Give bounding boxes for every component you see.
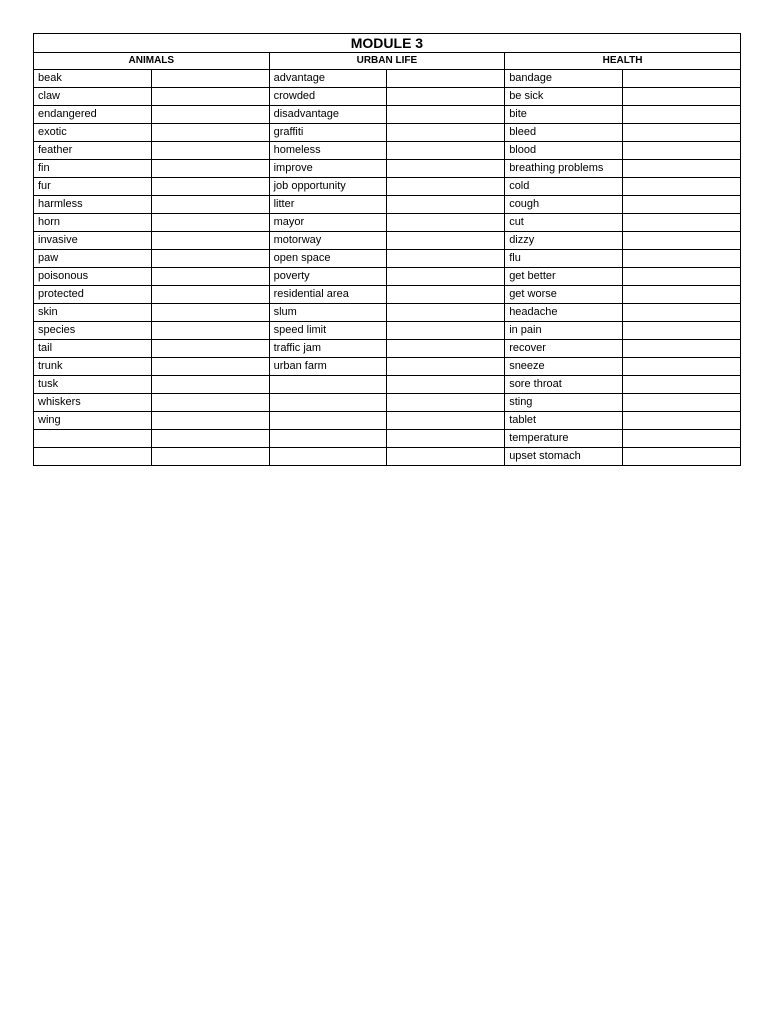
table-row [34,106,741,124]
answer-cell-animals[interactable] [151,340,269,358]
answer-cell-animals[interactable] [151,250,269,268]
word-cell-urban-life: homeless [269,142,387,160]
answer-cell-urban-life[interactable] [387,376,505,394]
answer-cell-health[interactable] [622,268,740,286]
word-cell-urban-life: slum [269,304,387,322]
answer-cell-health[interactable] [622,340,740,358]
table-row [34,340,741,358]
word-cell-health: cold [505,178,623,196]
answer-cell-urban-life[interactable] [387,124,505,142]
word-cell-urban-life: crowded [269,88,387,106]
answer-cell-urban-life[interactable] [387,412,505,430]
table-row [34,250,741,268]
word-cell-animals: protected [34,286,152,304]
table-row [34,142,741,160]
word-cell-urban-life: open space [269,250,387,268]
title-row [34,34,741,53]
word-cell-animals: claw [34,88,152,106]
word-cell-health: be sick [505,88,623,106]
answer-cell-urban-life[interactable] [387,268,505,286]
table-row [34,394,741,412]
word-cell-health: dizzy [505,232,623,250]
category-header-urban-life: URBAN LIFE [269,53,505,70]
word-cell-urban-life [269,448,387,466]
answer-cell-urban-life[interactable] [387,160,505,178]
answer-cell-animals[interactable] [151,160,269,178]
table-row [34,70,741,88]
word-cell-animals: whiskers [34,394,152,412]
answer-cell-urban-life[interactable] [387,196,505,214]
answer-cell-animals[interactable] [151,286,269,304]
word-cell-health: cough [505,196,623,214]
answer-cell-health[interactable] [622,376,740,394]
answer-cell-urban-life[interactable] [387,88,505,106]
word-cell-health: sore throat [505,376,623,394]
word-cell-urban-life: advantage [269,70,387,88]
word-cell-health: breathing problems [505,160,623,178]
word-cell-health: cut [505,214,623,232]
answer-cell-animals[interactable] [151,70,269,88]
word-cell-health: bandage [505,70,623,88]
category-header-health: HEALTH [505,53,741,70]
category-header-row [34,53,741,70]
category-header-animals: ANIMALS [34,53,270,70]
table-row [34,304,741,322]
answer-cell-health[interactable] [622,106,740,124]
vocabulary-table [33,33,741,466]
answer-cell-health[interactable] [622,250,740,268]
table-row [34,448,741,466]
answer-cell-urban-life[interactable] [387,448,505,466]
word-cell-health: flu [505,250,623,268]
table-row [34,124,741,142]
answer-cell-urban-life[interactable] [387,322,505,340]
word-cell-animals: poisonous [34,268,152,286]
word-cell-urban-life: disadvantage [269,106,387,124]
word-cell-animals: wing [34,412,152,430]
answer-cell-animals[interactable] [151,178,269,196]
word-cell-animals: invasive [34,232,152,250]
answer-cell-animals[interactable] [151,448,269,466]
word-cell-urban-life: litter [269,196,387,214]
word-cell-urban-life: urban farm [269,358,387,376]
word-cell-urban-life: improve [269,160,387,178]
table-row [34,412,741,430]
answer-cell-urban-life[interactable] [387,250,505,268]
answer-cell-health[interactable] [622,142,740,160]
word-cell-animals: horn [34,214,152,232]
word-cell-health: bleed [505,124,623,142]
word-cell-urban-life [269,376,387,394]
answer-cell-health[interactable] [622,160,740,178]
word-cell-urban-life: graffiti [269,124,387,142]
answer-cell-health[interactable] [622,232,740,250]
word-cell-animals: tail [34,340,152,358]
answer-cell-health[interactable] [622,88,740,106]
word-cell-urban-life: job opportunity [269,178,387,196]
table-row [34,232,741,250]
word-cell-animals: tusk [34,376,152,394]
answer-cell-urban-life[interactable] [387,70,505,88]
answer-cell-animals[interactable] [151,304,269,322]
table-row [34,214,741,232]
answer-cell-health[interactable] [622,394,740,412]
answer-cell-animals[interactable] [151,322,269,340]
answer-cell-animals[interactable] [151,142,269,160]
answer-cell-animals[interactable] [151,88,269,106]
word-cell-health: get better [505,268,623,286]
word-cell-urban-life [269,430,387,448]
answer-cell-animals[interactable] [151,430,269,448]
answer-cell-health[interactable] [622,412,740,430]
table-row [34,322,741,340]
answer-cell-urban-life[interactable] [387,178,505,196]
word-cell-health: upset stomach [505,448,623,466]
answer-cell-animals[interactable] [151,232,269,250]
word-cell-urban-life [269,412,387,430]
word-cell-health: get worse [505,286,623,304]
answer-cell-health[interactable] [622,304,740,322]
answer-cell-animals[interactable] [151,268,269,286]
word-cell-urban-life [269,394,387,412]
table-row [34,358,741,376]
word-cell-health: headache [505,304,623,322]
table-row [34,430,741,448]
word-cell-health: sneeze [505,358,623,376]
word-cell-animals: feather [34,142,152,160]
answer-cell-urban-life[interactable] [387,430,505,448]
answer-cell-health[interactable] [622,214,740,232]
word-cell-health: tablet [505,412,623,430]
word-cell-urban-life: poverty [269,268,387,286]
answer-cell-animals[interactable] [151,124,269,142]
answer-cell-urban-life[interactable] [387,232,505,250]
word-cell-urban-life: motorway [269,232,387,250]
word-cell-urban-life: speed limit [269,322,387,340]
word-cell-animals [34,430,152,448]
word-cell-health: recover [505,340,623,358]
answer-cell-health[interactable] [622,322,740,340]
answer-cell-health[interactable] [622,430,740,448]
word-cell-health: sting [505,394,623,412]
answer-cell-health[interactable] [622,196,740,214]
answer-cell-urban-life[interactable] [387,358,505,376]
word-cell-animals: exotic [34,124,152,142]
answer-cell-animals[interactable] [151,106,269,124]
word-cell-animals: trunk [34,358,152,376]
word-cell-animals: beak [34,70,152,88]
table-row [34,286,741,304]
table-row [34,160,741,178]
word-cell-animals: fin [34,160,152,178]
word-cell-health: in pain [505,322,623,340]
answer-cell-health[interactable] [622,124,740,142]
word-cell-health: blood [505,142,623,160]
word-cell-urban-life: mayor [269,214,387,232]
answer-cell-animals[interactable] [151,376,269,394]
answer-cell-animals[interactable] [151,214,269,232]
word-cell-animals: fur [34,178,152,196]
answer-cell-urban-life[interactable] [387,340,505,358]
answer-cell-health[interactable] [622,70,740,88]
answer-cell-health[interactable] [622,286,740,304]
word-cell-animals: species [34,322,152,340]
answer-cell-urban-life[interactable] [387,142,505,160]
answer-cell-health[interactable] [622,178,740,196]
answer-cell-urban-life[interactable] [387,394,505,412]
table-row [34,196,741,214]
word-cell-animals: endangered [34,106,152,124]
answer-cell-urban-life[interactable] [387,304,505,322]
answer-cell-animals[interactable] [151,412,269,430]
answer-cell-health[interactable] [622,448,740,466]
answer-cell-health[interactable] [622,358,740,376]
word-cell-animals: paw [34,250,152,268]
word-cell-urban-life: traffic jam [269,340,387,358]
table-row [34,178,741,196]
vocabulary-body [34,70,741,466]
word-cell-animals: skin [34,304,152,322]
table-row [34,268,741,286]
answer-cell-animals[interactable] [151,196,269,214]
worksheet-title: MODULE 3 [34,34,741,53]
table-row [34,376,741,394]
answer-cell-urban-life[interactable] [387,214,505,232]
answer-cell-urban-life[interactable] [387,106,505,124]
word-cell-urban-life: residential area [269,286,387,304]
word-cell-animals: harmless [34,196,152,214]
answer-cell-urban-life[interactable] [387,286,505,304]
table-row [34,88,741,106]
answer-cell-animals[interactable] [151,394,269,412]
word-cell-health: bite [505,106,623,124]
answer-cell-animals[interactable] [151,358,269,376]
word-cell-health: temperature [505,430,623,448]
word-cell-animals [34,448,152,466]
